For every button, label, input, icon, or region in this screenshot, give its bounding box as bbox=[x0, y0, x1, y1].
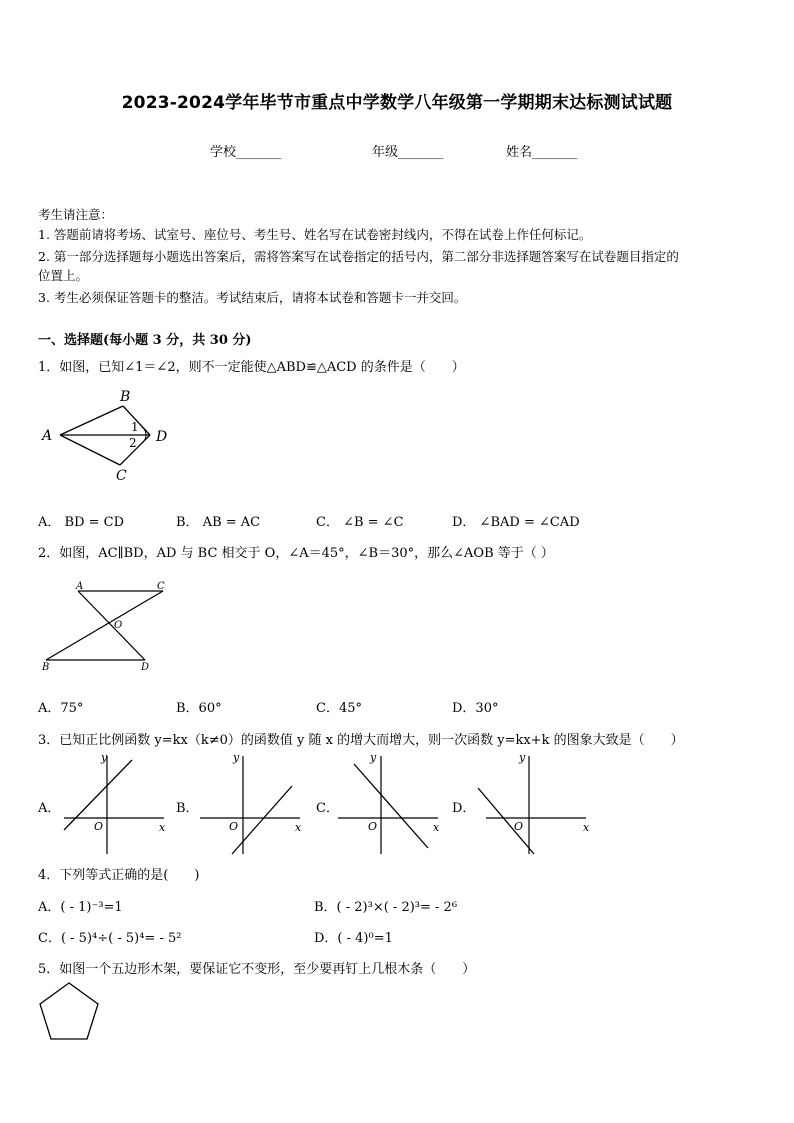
q1-label-1: 1 bbox=[131, 420, 139, 434]
q2-label-o: O bbox=[114, 620, 123, 631]
q2-stem: 2．如图，AC∥BD，AD 与 BC 相交于 O，∠A＝45°，∠B＝30°，那么∠AOB 等于（ ） bbox=[38, 546, 554, 561]
svg-text:y: y bbox=[370, 751, 377, 764]
q4-option-a: A．( - 1)⁻³=1 bbox=[38, 900, 123, 915]
school-field: 学校_______ bbox=[210, 145, 282, 160]
q4-option-c: C．( - 5)⁴÷( - 5)⁴= - 5² bbox=[38, 931, 182, 946]
q5-pentagon-figure bbox=[36, 980, 102, 1044]
q1-label-d: D bbox=[156, 429, 168, 445]
notice-item-1: 1. 答题前请将考场、试室号、座位号、考生号、姓名写在试卷密封线内，不得在试卷上作任何标记。 bbox=[38, 227, 592, 242]
q2-option-c: C．45° bbox=[316, 701, 362, 716]
section-heading: 一、选择题(每小题 3 分，共 30 分) bbox=[38, 333, 252, 348]
q2-option-a: A．75° bbox=[38, 701, 84, 716]
q4-stem: 4．下列等式正确的是( ) bbox=[38, 868, 200, 883]
svg-text:O: O bbox=[229, 820, 239, 833]
q1-figure bbox=[38, 386, 178, 486]
q2-label-d: D bbox=[141, 662, 150, 673]
notice-item-2-cont: 位置上。 bbox=[38, 268, 89, 283]
q2-figure bbox=[38, 578, 178, 676]
q3-graph-a bbox=[60, 750, 170, 856]
q2-option-d: D．30° bbox=[452, 701, 499, 716]
q1-option-b: B． AB = AC bbox=[176, 515, 261, 530]
q2-label-b: B bbox=[42, 662, 50, 673]
svg-text:x: x bbox=[295, 821, 302, 834]
notice-heading: 考生请注意： bbox=[38, 207, 114, 222]
q3-option-c: C． bbox=[316, 801, 339, 816]
svg-text:y: y bbox=[519, 751, 526, 764]
notice-item-2: 2. 第一部分选择题每小题选出答案后，需将答案写在试卷指定的括号内，第二部分非选择题答案写在试卷题目指定的 bbox=[38, 249, 679, 264]
q3-option-b: B． bbox=[176, 801, 199, 816]
q1-label-c: C bbox=[116, 468, 127, 484]
q2-label-c: C bbox=[157, 581, 165, 592]
q4-option-b: B．( - 2)³×( - 2)³= - 2⁶ bbox=[314, 900, 458, 915]
q3-option-a: A． bbox=[38, 801, 61, 816]
q1-option-a: A． BD = CD bbox=[38, 515, 125, 530]
q3-option-d: D． bbox=[452, 801, 476, 816]
q3-graph-b bbox=[196, 750, 306, 856]
q1-label-2: 2 bbox=[129, 436, 137, 450]
svg-text:O: O bbox=[514, 820, 524, 833]
q3-graph-c bbox=[334, 750, 444, 856]
q1-option-c: C． ∠B = ∠C bbox=[316, 515, 404, 530]
q1-option-d: D． ∠BAD = ∠CAD bbox=[452, 515, 580, 530]
q4-option-d: D．( - 4)⁰=1 bbox=[314, 931, 393, 946]
svg-text:x: x bbox=[433, 821, 440, 834]
notice-item-3: 3. 考生必须保证答题卡的整洁。考试结束后，请将本试卷和答题卡一并交回。 bbox=[38, 290, 467, 305]
q3-graph-d bbox=[474, 750, 592, 856]
svg-text:O: O bbox=[94, 820, 104, 833]
page-title: 2023-2024学年毕节市重点中学数学八年级第一学期期末达标测试试题 bbox=[121, 93, 673, 113]
svg-text:y: y bbox=[233, 751, 240, 764]
svg-text:O: O bbox=[368, 820, 378, 833]
svg-text:y: y bbox=[101, 751, 108, 764]
q1-label-b: B bbox=[120, 389, 131, 405]
q1-label-a: A bbox=[42, 428, 53, 444]
grade-field: 年级_______ bbox=[372, 145, 444, 160]
q1-stem: 1．如图，已知∠1＝∠2，则不一定能使△ABD≌△ACD 的条件是（ ） bbox=[38, 360, 465, 375]
q5-stem: 5．如图一个五边形木架，要保证它不变形，至少要再钉上几根木条（ ） bbox=[38, 962, 476, 977]
q2-option-b: B．60° bbox=[176, 701, 222, 716]
svg-text:x: x bbox=[583, 821, 590, 834]
name-field: 姓名_______ bbox=[506, 145, 578, 160]
q2-label-a: A bbox=[76, 581, 84, 592]
q3-stem: 3．已知正比例函数 y=kx（k≠0）的函数值 y 随 x 的增大而增大，则一次函数 y=kx+k 的图象大致是（ ） bbox=[38, 733, 684, 748]
svg-text:x: x bbox=[159, 821, 166, 834]
